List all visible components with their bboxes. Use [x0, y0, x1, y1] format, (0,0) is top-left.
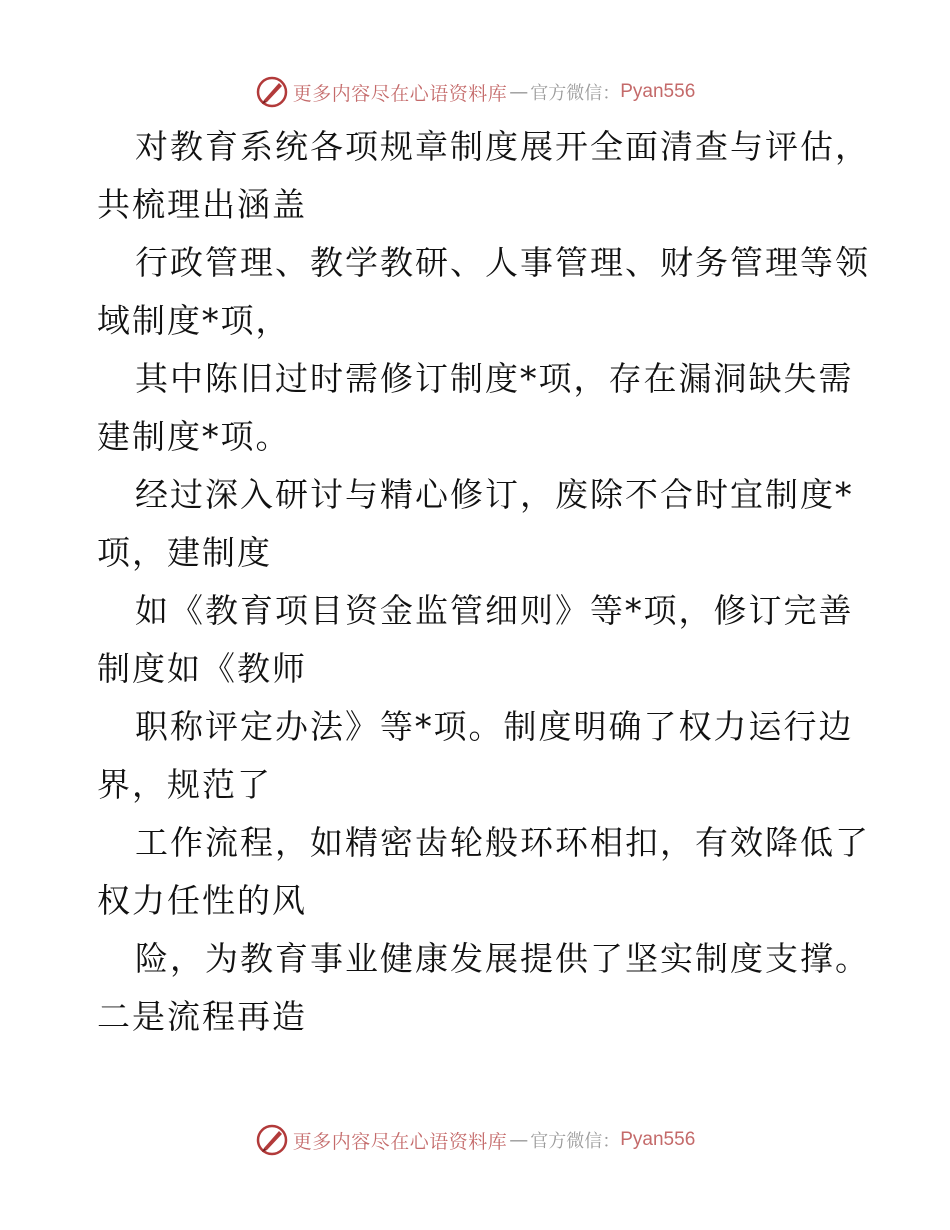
watermark-contact-id: Pyan556 [620, 81, 696, 102]
text-line: 共梳理出涵盖 [97, 185, 307, 224]
text-line: 项，建制度 [97, 533, 272, 572]
footer-watermark [0, 1120, 950, 1160]
text-line: 其中陈旧过时需修订制度*项，存在漏洞缺失需 [135, 359, 854, 398]
text-line: 工作流程，如精密齿轮般环环相扣，有效降低了 [135, 823, 870, 862]
watermark-text: 更多内容尽在心语资料库 [292, 82, 508, 105]
watermark-contact-label: 官方微信： [530, 83, 621, 104]
text-line: 如《教育项目资金监管细则》等*项，修订完善 [135, 591, 854, 630]
text-line: 权力任性的风 [97, 881, 307, 920]
text-line: 险，为教育事业健康发展提供了坚实制度支撑。 [135, 939, 870, 978]
text-line: 对教育系统各项规章制度展开全面清查与评估， [135, 127, 870, 166]
text-line: 界，规范了 [97, 765, 272, 804]
quill-pen-logo-icon [255, 1123, 289, 1157]
text-line: 二是流程再造 [97, 997, 307, 1036]
watermark-contact-id: Pyan556 [620, 1129, 696, 1150]
text-line: 建制度*项。 [97, 417, 291, 456]
document-body [97, 118, 870, 1046]
text-line: 域制度*项， [97, 301, 291, 340]
watermark-contact-label: 官方微信： [530, 1131, 621, 1152]
watermark-separator: — [509, 81, 529, 103]
watermark-text: 更多内容尽在心语资料库 [292, 1130, 508, 1153]
header-watermark [0, 72, 950, 112]
quill-pen-logo-icon [255, 75, 289, 109]
watermark-separator: — [509, 1129, 529, 1151]
text-line: 行政管理、教学教研、人事管理、财务管理等领 [135, 243, 870, 282]
text-line: 经过深入研讨与精心修订，废除不合时宜制度* [135, 475, 854, 514]
text-line: 职称评定办法》等*项。制度明确了权力运行边 [135, 707, 854, 746]
text-line: 制度如《教师 [97, 649, 307, 688]
